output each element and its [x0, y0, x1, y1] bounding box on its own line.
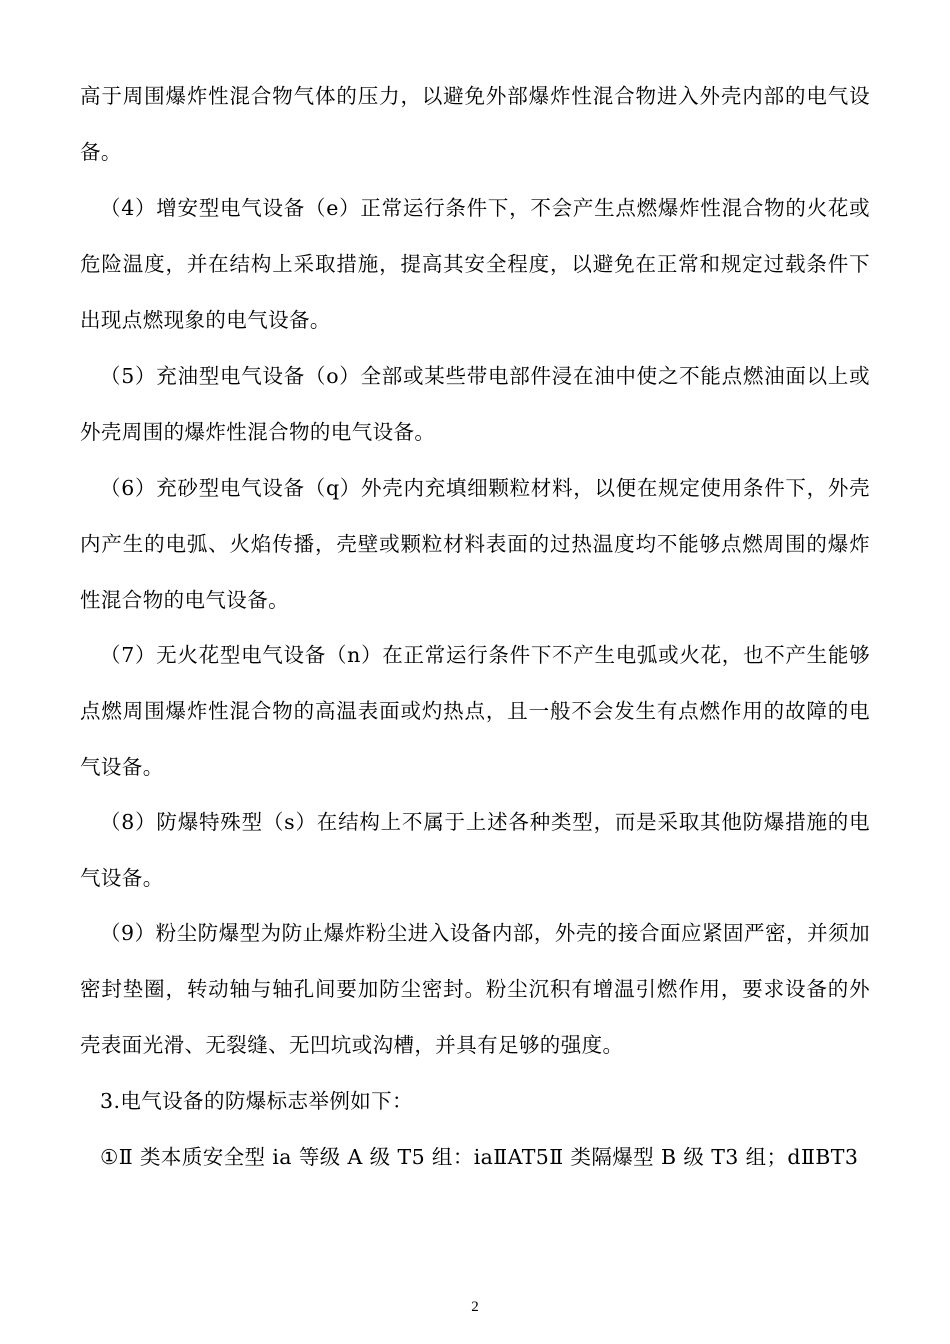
paragraph-item-8: （8）防爆特殊型（s）在结构上不属于上述各种类型，而是采取其他防爆措施的电气设备。: [80, 810, 870, 890]
paragraph-item-6: （6）充砂型电气设备（q）外壳内充填细颗粒材料，以便在规定使用条件下，外壳内产生的电弧、火焰传播，壳壁或颗粒材料表面的过热温度均不能够点燃周围的爆炸性混合物的电气设备。: [80, 476, 870, 612]
paragraph-continuation: 高于周围爆炸性混合物气体的压力，以避免外部爆炸性混合物进入外壳内部的电气设备。: [80, 84, 870, 164]
paragraph-item-7: （7）无火花型电气设备（n）在正常运行条件下不产生电弧或火花，也不产生能够点燃周围爆炸性混合物的高温表面或灼热点，且一般不会发生有点燃作用的故障的电气设备。: [80, 643, 870, 779]
paragraph-item-9: （9）粉尘防爆型为防止爆炸粉尘进入设备内部，外壳的接合面应紧固严密，并须加密封垫圈，转动轴与轴孔间要加防尘密封。粉尘沉积有增温引燃作用，要求设备的外壳表面光滑、无裂缝、无凹坑或沟槽，并具有足够的强度。: [80, 921, 870, 1057]
paragraph-item-5: （5）充油型电气设备（o）全部或某些带电部件浸在油中使之不能点燃油面以上或外壳周围的爆炸性混合物的电气设备。: [80, 364, 870, 444]
paragraph-example-1: ①Ⅱ 类本质安全型 ia 等级 A 级 T5 组：iaⅡAT5Ⅱ 类隔爆型 B 级 T3 组；dⅡBT3: [100, 1145, 859, 1169]
paragraph-item-4: （4）增安型电气设备（e）正常运行条件下，不会产生点燃爆炸性混合物的火花或危险温度，并在结构上采取措施，提高其安全程度，以避免在正常和规定过载条件下出现点燃现象的电气设备。: [80, 196, 870, 332]
page-number: 2: [471, 1299, 479, 1315]
section-heading-3: 3.电气设备的防爆标志举例如下：: [100, 1089, 413, 1113]
